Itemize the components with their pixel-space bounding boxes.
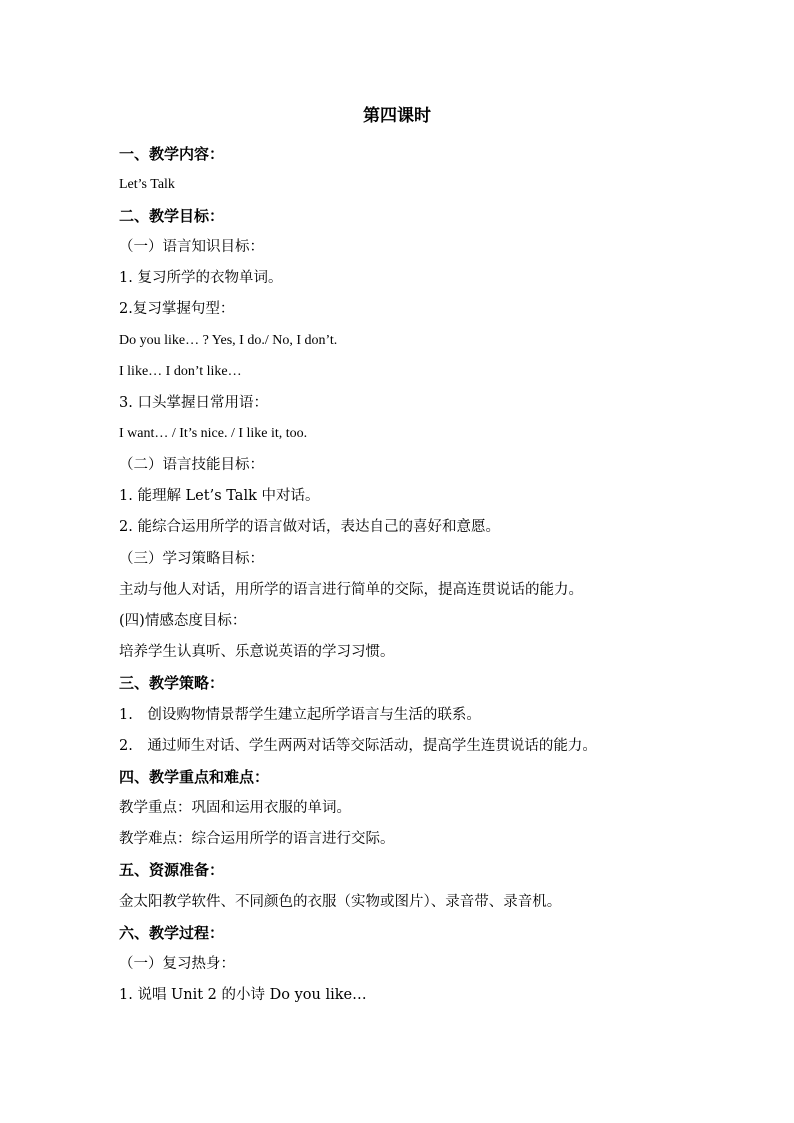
focus-key-point: 教学重点：巩固和运用衣服的单词。 — [119, 800, 351, 816]
section-heading-focus: 四、教学重点和难点： — [119, 768, 270, 786]
subheading-strategy: （三）学习策略目标： — [119, 551, 264, 567]
section-heading-process: 六、教学过程： — [119, 924, 225, 942]
strategy-text: 主动与他人对话，用所学的语言进行简单的交际，提高连贯说话的能力。 — [119, 582, 583, 598]
focus-difficult-point: 教学难点：综合运用所学的语言进行交际。 — [119, 831, 395, 847]
section-heading-content: 一、教学内容： — [119, 145, 225, 163]
knowledge-item-2: 2.复习掌握句型： — [119, 301, 235, 317]
skills-item-1: 1. 能理解 Let’s Talk 中对话。 — [119, 488, 320, 504]
knowledge-item-1: 1. 复习所学的衣物单词。 — [119, 270, 283, 286]
section-heading-strategies: 三、教学策略： — [119, 674, 225, 692]
subheading-knowledge: （一）语言知识目标： — [119, 239, 264, 255]
attitude-text: 培养学生认真听、乐意说英语的学习习惯。 — [119, 644, 395, 660]
subheading-warmup: （一）复习热身： — [119, 956, 235, 972]
section-heading-objectives: 二、教学目标： — [119, 207, 225, 225]
knowledge-item-3: 3. 口头掌握日常用语： — [119, 395, 268, 411]
sentence-pattern-2: I like… I don’t like… — [119, 364, 242, 379]
warmup-item-1: 1. 说唱 Unit 2 的小诗 Do you like… — [119, 987, 367, 1003]
subheading-skills: （二）语言技能目标： — [119, 457, 264, 473]
strategy-item-2: 2. 通过师生对话、学生两两对话等交际活动，提高学生连贯说话的能力。 — [119, 738, 597, 754]
section-heading-resources: 五、资源准备： — [119, 861, 225, 879]
strategy-item-1: 1. 创设购物情景帮学生建立起所学语言与生活的联系。 — [119, 707, 481, 723]
daily-expressions: I want… / It’s nice. / I like it, too. — [119, 426, 308, 441]
page-title: 第四课时 — [363, 106, 431, 126]
skills-item-2: 2. 能综合运用所学的语言做对话，表达自己的喜好和意愿。 — [119, 519, 500, 535]
sentence-pattern-1: Do you like… ? Yes, I do./ No, I don’t. — [119, 333, 338, 348]
subheading-attitude: (四)情感态度目标： — [119, 613, 247, 629]
content-text: Let’s Talk — [119, 177, 175, 192]
resources-text: 金太阳教学软件、不同颜色的衣服（实物或图片）、录音带、录音机。 — [119, 894, 562, 910]
